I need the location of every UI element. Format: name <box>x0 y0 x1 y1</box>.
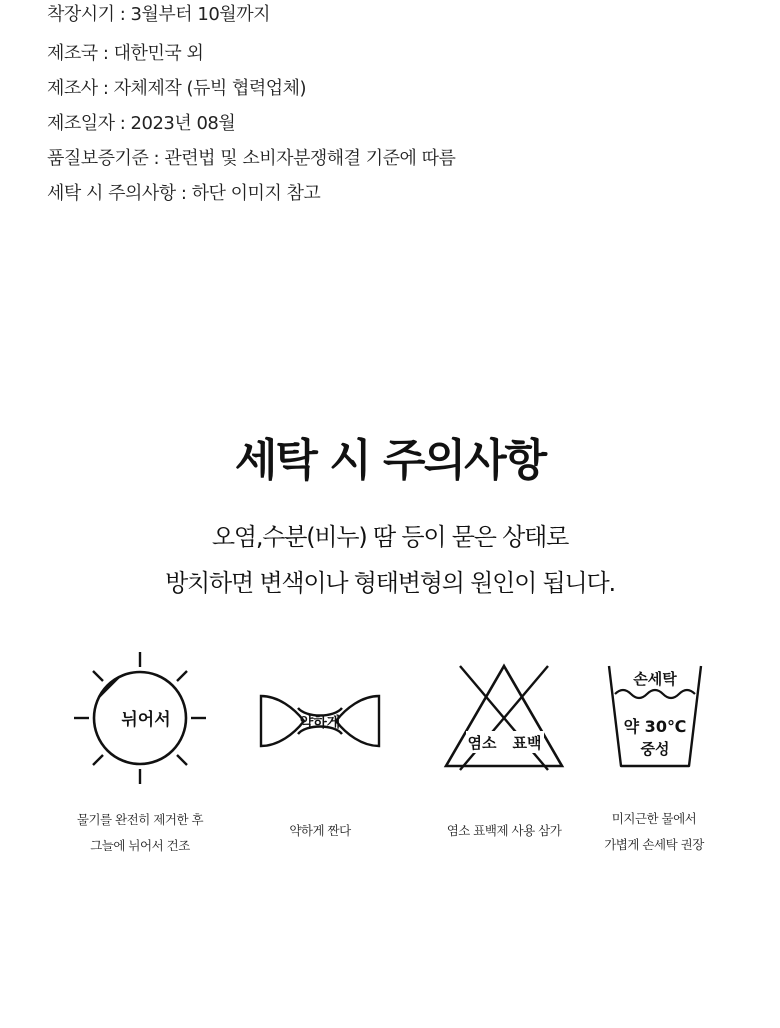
hand-wash-caption <box>574 806 734 858</box>
hand-wash-caption-line-1: 미지근한 물에서 <box>611 811 697 826</box>
sun-dry-label: 뉘어서 <box>121 710 171 730</box>
info-country: 제조국 : 대한민국 외 <box>47 43 204 64</box>
hand-wash-temp: 약 30℃ <box>623 717 687 736</box>
hand-wash-detergent: 중성 <box>640 740 670 758</box>
care-title: 세탁 시 주의사항 <box>234 435 546 486</box>
wring-gently-caption <box>240 818 400 844</box>
no-bleach-caption-line-1: 염소 표백제 사용 삼가 <box>446 823 562 838</box>
info-care-note: 세탁 시 주의사항 : 하단 이미지 참고 <box>47 183 321 204</box>
sun-dry-caption-line-2: 그늘에 뉘어서 건조 <box>90 838 190 853</box>
no-bleach-caption <box>424 818 584 844</box>
info-wearing-season: 착장시기 : 3월부터 10월까지 <box>47 4 270 25</box>
info-quality-standard: 품질보증기준 : 관련법 및 소비자분쟁해결 기준에 따름 <box>47 148 456 169</box>
hand-wash-caption-line-2: 가볍게 손세탁 권장 <box>604 837 704 852</box>
wring-gently-label: 약하게 <box>299 715 341 731</box>
no-bleach-icon <box>440 660 568 772</box>
no-bleach-label-bleach: 표백 <box>512 734 542 752</box>
sun-dry-caption-line-1: 물기를 완전히 제거한 후 <box>76 812 204 827</box>
hand-wash-label: 손세탁 <box>633 670 677 688</box>
wring-gently-caption-line-1: 약하게 짠다 <box>289 823 351 838</box>
sun-dry-caption <box>60 807 220 859</box>
care-subtitle-line-1: 오염,수분(비누) 땀 등이 묻은 상태로 <box>211 523 569 551</box>
hand-wash-icon <box>605 662 705 774</box>
care-subtitle-line-2: 방치하면 변색이나 형태변형의 원인이 됩니다. <box>165 569 615 597</box>
no-bleach-label-chlorine: 염소 <box>467 734 497 752</box>
info-manufacturer: 제조사 : 자체제작 (듀빅 협력업체) <box>47 78 307 99</box>
sun-dry-icon <box>74 652 206 784</box>
info-manufacture-date: 제조일자 : 2023년 08월 <box>47 113 236 134</box>
wring-gently-icon <box>258 690 382 752</box>
